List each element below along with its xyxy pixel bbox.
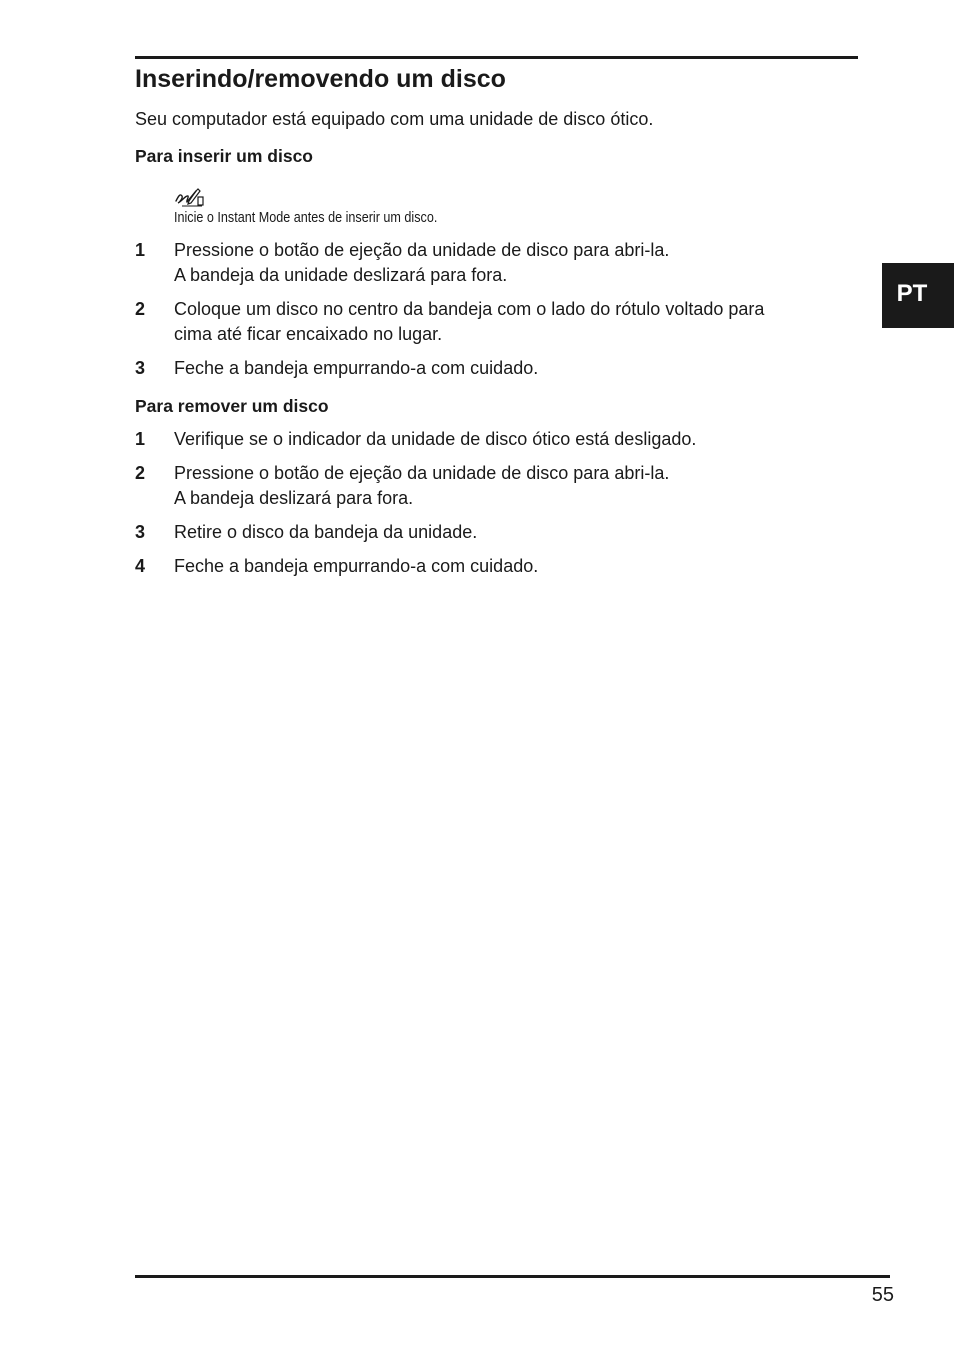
note-text: Inicie o Instant Mode antes de inserir um disco.: [174, 209, 438, 226]
step-text: Feche a bandeja empurrando-a com cuidado.: [174, 556, 539, 576]
intro-text: Seu computador está equipado com uma unidade de disco ótico.: [135, 109, 654, 129]
step-number: 3: [135, 522, 146, 542]
step-number: 2: [135, 299, 146, 319]
step-text: Retire o disco da bandeja da unidade.: [174, 522, 478, 542]
remove-heading: Para remover um disco: [135, 396, 329, 416]
step-text: Pressione o botão de ejeção da unidade de disco para abri-la. A bandeja da unidade deslizará para fora.: [174, 240, 670, 285]
language-tab: PT: [882, 263, 954, 328]
step-text: Coloque um disco no centro da bandeja com o lado do rótulo voltado para cima até ficar encaixado no lugar.: [174, 299, 765, 344]
bottom-rule: [135, 1275, 890, 1278]
step-number: 4: [135, 556, 146, 576]
page-number: 55: [871, 1284, 894, 1306]
page-title: Inserindo/removendo um disco: [135, 65, 506, 93]
note-pen-icon: [174, 187, 206, 209]
insert-heading: Para inserir um disco: [135, 146, 313, 166]
step-number: 3: [135, 358, 146, 378]
step-number: 1: [135, 429, 146, 449]
step-number: 2: [135, 463, 146, 483]
step-text: Pressione o botão de ejeção da unidade de disco para abri-la. A bandeja deslizará para fora.: [174, 463, 670, 508]
top-rule: [135, 56, 858, 59]
step-text: Verifique se o indicador da unidade de disco ótico está desligado.: [174, 429, 697, 449]
step-text: Feche a bandeja empurrando-a com cuidado.: [174, 358, 539, 378]
step-number: 1: [135, 240, 146, 260]
